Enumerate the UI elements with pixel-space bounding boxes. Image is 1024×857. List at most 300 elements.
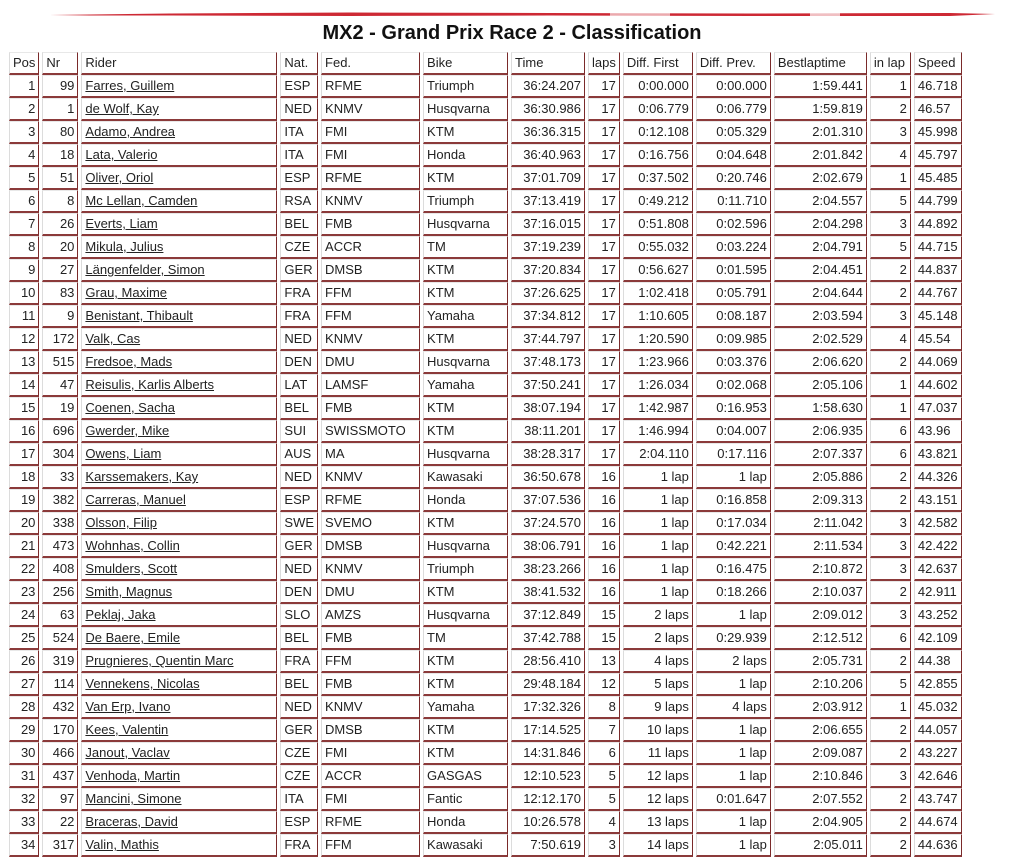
cell-time: 29:48.184	[511, 673, 585, 696]
cell-in-lap: 2	[870, 489, 911, 512]
cell-laps: 17	[588, 190, 620, 213]
cell-nr: 20	[42, 236, 78, 259]
cell-diff-first: 1:02.418	[623, 282, 693, 305]
cell-nr: 408	[42, 558, 78, 581]
cell-laps: 17	[588, 259, 620, 282]
rider-link[interactable]: Grau, Maxime	[85, 285, 168, 300]
cell-fed: ACCR	[321, 765, 420, 788]
cell-laps: 5	[588, 788, 620, 811]
rider-link[interactable]: Smith, Magnus	[85, 584, 173, 599]
cell-time: 28:56.410	[511, 650, 585, 673]
column-header-bike: Bike	[423, 52, 508, 75]
column-header-rider: Rider	[81, 52, 277, 75]
cell-speed: 43.747	[914, 788, 962, 811]
cell-pos: 15	[9, 397, 39, 420]
rider-link[interactable]: Valk, Cas	[85, 331, 141, 346]
cell-bike: Yamaha	[423, 696, 508, 719]
cell-in-lap: 2	[870, 351, 911, 374]
cell-pos: 12	[9, 328, 39, 351]
cell-bike: Honda	[423, 811, 508, 834]
cell-bike: Kawasaki	[423, 834, 508, 857]
cell-diff-first: 1:23.966	[623, 351, 693, 374]
rider-link[interactable]: Peklaj, Jaka	[85, 607, 156, 622]
cell-bike: Triumph	[423, 190, 508, 213]
rider-link[interactable]: Fredsoe, Mads	[85, 354, 173, 369]
cell-nr: 437	[42, 765, 78, 788]
rider-link[interactable]: De Baere, Emile	[85, 630, 181, 645]
cell-bike: KTM	[423, 259, 508, 282]
cell-time: 37:13.419	[511, 190, 585, 213]
cell-speed: 44.326	[914, 466, 962, 489]
cell-in-lap: 4	[870, 328, 911, 351]
cell-nr: 524	[42, 627, 78, 650]
cell-laps: 17	[588, 167, 620, 190]
cell-fed: RFME	[321, 167, 420, 190]
cell-speed: 42.422	[914, 535, 962, 558]
cell-time: 36:36.315	[511, 121, 585, 144]
rider-link[interactable]: Reisulis, Karlis Alberts	[85, 377, 215, 392]
cell-nat: BEL	[280, 627, 318, 650]
cell-fed: FMI	[321, 144, 420, 167]
cell-laps: 16	[588, 466, 620, 489]
cell-laps: 3	[588, 834, 620, 857]
cell-in-lap: 3	[870, 121, 911, 144]
cell-laps: 17	[588, 236, 620, 259]
cell-bestlaptime: 2:05.106	[774, 374, 867, 397]
rider-link[interactable]: Owens, Liam	[85, 446, 162, 461]
rider-link[interactable]: Mancini, Simone	[85, 791, 182, 806]
cell-pos: 8	[9, 236, 39, 259]
cell-nat: NED	[280, 466, 318, 489]
cell-rider	[81, 144, 277, 167]
cell-bike: Husqvarna	[423, 213, 508, 236]
cell-rider	[81, 650, 277, 673]
cell-nr: 18	[42, 144, 78, 167]
cell-time: 10:26.578	[511, 811, 585, 834]
cell-laps: 17	[588, 98, 620, 121]
cell-speed: 42.911	[914, 581, 962, 604]
cell-bestlaptime: 2:10.206	[774, 673, 867, 696]
cell-diff-first: 4 laps	[623, 650, 693, 673]
table-row	[9, 535, 962, 558]
cell-fed: DMSB	[321, 535, 420, 558]
cell-diff-prev: 1 lap	[696, 604, 771, 627]
cell-diff-prev: 0:02.596	[696, 213, 771, 236]
rider-link[interactable]: Carreras, Manuel	[85, 492, 186, 507]
cell-bestlaptime: 2:05.731	[774, 650, 867, 673]
cell-time: 12:10.523	[511, 765, 585, 788]
cell-fed: RFME	[321, 75, 420, 98]
table-row	[9, 121, 962, 144]
cell-laps: 6	[588, 742, 620, 765]
cell-rider	[81, 259, 277, 282]
cell-laps: 15	[588, 604, 620, 627]
cell-nat: NED	[280, 328, 318, 351]
cell-fed: RFME	[321, 811, 420, 834]
rider-link[interactable]: Adamo, Andrea	[85, 124, 176, 139]
cell-diff-prev: 1 lap	[696, 673, 771, 696]
cell-bestlaptime: 2:02.529	[774, 328, 867, 351]
cell-pos: 13	[9, 351, 39, 374]
cell-diff-prev: 1 lap	[696, 834, 771, 857]
column-header-nr: Nr	[42, 52, 78, 75]
cell-rider	[81, 351, 277, 374]
cell-diff-first: 13 laps	[623, 811, 693, 834]
cell-nat: RSA	[280, 190, 318, 213]
cell-bestlaptime: 2:06.620	[774, 351, 867, 374]
cell-fed: ACCR	[321, 236, 420, 259]
rider-link[interactable]: Vennekens, Nicolas	[85, 676, 200, 691]
cell-bike: TM	[423, 627, 508, 650]
cell-bestlaptime: 2:04.644	[774, 282, 867, 305]
cell-fed: DMSB	[321, 719, 420, 742]
cell-rider	[81, 811, 277, 834]
cell-diff-prev: 4 laps	[696, 696, 771, 719]
cell-diff-first: 1:46.994	[623, 420, 693, 443]
rider-link[interactable]: Wohnhas, Collin	[85, 538, 180, 553]
cell-speed: 44.892	[914, 213, 962, 236]
cell-fed: DMU	[321, 351, 420, 374]
cell-nat: DEN	[280, 351, 318, 374]
table-row	[9, 305, 962, 328]
cell-laps: 16	[588, 558, 620, 581]
cell-time: 14:31.846	[511, 742, 585, 765]
cell-nat: CZE	[280, 236, 318, 259]
cell-fed: DMSB	[321, 259, 420, 282]
cell-bike: Kawasaki	[423, 466, 508, 489]
cell-fed: FFM	[321, 834, 420, 857]
cell-fed: DMU	[321, 581, 420, 604]
rider-link[interactable]: Van Erp, Ivano	[85, 699, 171, 714]
cell-laps: 7	[588, 719, 620, 742]
cell-diff-prev: 0:08.187	[696, 305, 771, 328]
table-row	[9, 466, 962, 489]
cell-nat: GER	[280, 535, 318, 558]
cell-rider	[81, 788, 277, 811]
cell-pos: 7	[9, 213, 39, 236]
cell-time: 36:30.986	[511, 98, 585, 121]
cell-laps: 15	[588, 627, 620, 650]
cell-pos: 29	[9, 719, 39, 742]
cell-nat: NED	[280, 696, 318, 719]
rider-link[interactable]: Lata, Valerio	[85, 147, 158, 162]
cell-pos: 24	[9, 604, 39, 627]
cell-rider	[81, 374, 277, 397]
cell-laps: 13	[588, 650, 620, 673]
column-header-speed: Speed	[914, 52, 962, 75]
table-row	[9, 98, 962, 121]
cell-in-lap: 3	[870, 213, 911, 236]
cell-time: 38:23.266	[511, 558, 585, 581]
cell-nat: NED	[280, 98, 318, 121]
table-row	[9, 811, 962, 834]
cell-nat: SUI	[280, 420, 318, 443]
cell-in-lap: 3	[870, 765, 911, 788]
cell-nat: BEL	[280, 213, 318, 236]
cell-nat: GER	[280, 259, 318, 282]
cell-diff-prev: 1 lap	[696, 466, 771, 489]
cell-bike: KTM	[423, 167, 508, 190]
rider-link[interactable]: Farres, Guillem	[85, 78, 175, 93]
table-row	[9, 190, 962, 213]
cell-in-lap: 6	[870, 420, 911, 443]
cell-in-lap: 2	[870, 834, 911, 857]
cell-nat: ESP	[280, 167, 318, 190]
cell-bestlaptime: 2:09.313	[774, 489, 867, 512]
cell-pos: 33	[9, 811, 39, 834]
cell-bike: Husqvarna	[423, 98, 508, 121]
cell-diff-first: 12 laps	[623, 788, 693, 811]
cell-diff-first: 1 lap	[623, 581, 693, 604]
cell-nr: 515	[42, 351, 78, 374]
cell-bike: KTM	[423, 420, 508, 443]
cell-nr: 19	[42, 397, 78, 420]
cell-nr: 304	[42, 443, 78, 466]
table-row	[9, 673, 962, 696]
cell-speed: 44.767	[914, 282, 962, 305]
cell-laps: 17	[588, 374, 620, 397]
cell-nr: 382	[42, 489, 78, 512]
cell-nat: FRA	[280, 282, 318, 305]
cell-speed: 46.718	[914, 75, 962, 98]
cell-time: 36:24.207	[511, 75, 585, 98]
cell-laps: 17	[588, 282, 620, 305]
cell-speed: 43.821	[914, 443, 962, 466]
cell-fed: FMB	[321, 627, 420, 650]
cell-in-lap: 3	[870, 604, 911, 627]
classification-table	[6, 52, 965, 857]
cell-fed: RFME	[321, 489, 420, 512]
rider-link[interactable]: Längenfelder, Simon	[85, 262, 205, 277]
cell-nr: 466	[42, 742, 78, 765]
cell-laps: 5	[588, 765, 620, 788]
cell-fed: KNMV	[321, 98, 420, 121]
table-row	[9, 765, 962, 788]
cell-diff-prev: 0:01.595	[696, 259, 771, 282]
cell-bike: KTM	[423, 121, 508, 144]
cell-bestlaptime: 2:09.012	[774, 604, 867, 627]
rider-link[interactable]: de Wolf, Kay	[85, 101, 159, 116]
cell-bestlaptime: 2:10.037	[774, 581, 867, 604]
cell-pos: 18	[9, 466, 39, 489]
cell-nat: ESP	[280, 75, 318, 98]
cell-fed: FFM	[321, 282, 420, 305]
cell-diff-first: 1:42.987	[623, 397, 693, 420]
cell-time: 38:28.317	[511, 443, 585, 466]
cell-diff-first: 0:16.756	[623, 144, 693, 167]
table-row	[9, 719, 962, 742]
cell-in-lap: 2	[870, 282, 911, 305]
cell-diff-first: 1 lap	[623, 512, 693, 535]
cell-nr: 47	[42, 374, 78, 397]
cell-diff-prev: 0:09.985	[696, 328, 771, 351]
rider-link[interactable]: Karssemakers, Kay	[85, 469, 199, 484]
table-row	[9, 167, 962, 190]
cell-bestlaptime: 2:07.552	[774, 788, 867, 811]
cell-pos: 30	[9, 742, 39, 765]
cell-pos: 20	[9, 512, 39, 535]
cell-speed: 46.57	[914, 98, 962, 121]
rider-link[interactable]: Olsson, Filip	[85, 515, 157, 530]
cell-laps: 17	[588, 328, 620, 351]
cell-bestlaptime: 2:05.886	[774, 466, 867, 489]
cell-in-lap: 3	[870, 558, 911, 581]
cell-fed: FFM	[321, 650, 420, 673]
cell-nr: 172	[42, 328, 78, 351]
cell-fed: SVEMO	[321, 512, 420, 535]
cell-in-lap: 3	[870, 535, 911, 558]
cell-speed: 42.109	[914, 627, 962, 650]
cell-rider	[81, 604, 277, 627]
cell-nat: ESP	[280, 811, 318, 834]
cell-laps: 16	[588, 581, 620, 604]
cell-rider	[81, 98, 277, 121]
column-header-diff-prev: Diff. Prev.	[696, 52, 771, 75]
cell-rider	[81, 581, 277, 604]
cell-rider	[81, 328, 277, 351]
cell-nat: NED	[280, 558, 318, 581]
cell-diff-first: 0:55.032	[623, 236, 693, 259]
cell-nat: ITA	[280, 121, 318, 144]
cell-fed: FMB	[321, 213, 420, 236]
rider-link[interactable]: Benistant, Thibault	[85, 308, 193, 323]
cell-in-lap: 2	[870, 650, 911, 673]
cell-time: 17:32.326	[511, 696, 585, 719]
cell-bike: TM	[423, 236, 508, 259]
cell-time: 38:07.194	[511, 397, 585, 420]
cell-speed: 44.636	[914, 834, 962, 857]
cell-pos: 2	[9, 98, 39, 121]
cell-fed: FMI	[321, 121, 420, 144]
rider-link[interactable]: Venhoda, Martin	[85, 768, 181, 783]
cell-fed: KNMV	[321, 190, 420, 213]
cell-speed: 42.637	[914, 558, 962, 581]
rider-link[interactable]: Braceras, David	[85, 814, 178, 829]
cell-nr: 317	[42, 834, 78, 857]
cell-rider	[81, 742, 277, 765]
cell-in-lap: 1	[870, 696, 911, 719]
cell-time: 37:50.241	[511, 374, 585, 397]
cell-in-lap: 2	[870, 788, 911, 811]
cell-speed: 45.54	[914, 328, 962, 351]
cell-rider	[81, 466, 277, 489]
cell-diff-prev: 0:05.329	[696, 121, 771, 144]
rider-link[interactable]: Prugnieres, Quentin Marc	[85, 653, 234, 668]
table-row	[9, 144, 962, 167]
cell-fed: MA	[321, 443, 420, 466]
cell-nat: ITA	[280, 788, 318, 811]
cell-diff-prev: 0:01.647	[696, 788, 771, 811]
cell-bike: Husqvarna	[423, 351, 508, 374]
cell-nr: 97	[42, 788, 78, 811]
cell-nr: 26	[42, 213, 78, 236]
cell-laps: 16	[588, 489, 620, 512]
cell-bestlaptime: 2:04.557	[774, 190, 867, 213]
cell-fed: KNMV	[321, 466, 420, 489]
cell-pos: 17	[9, 443, 39, 466]
rider-link[interactable]: Kees, Valentin	[85, 722, 169, 737]
cell-nat: SLO	[280, 604, 318, 627]
rider-link[interactable]: Everts, Liam	[85, 216, 158, 231]
cell-time: 12:12.170	[511, 788, 585, 811]
cell-nr: 83	[42, 282, 78, 305]
cell-nr: 473	[42, 535, 78, 558]
cell-bike: Husqvarna	[423, 443, 508, 466]
rider-link[interactable]: Oliver, Oriol	[85, 170, 154, 185]
rider-link[interactable]: Coenen, Sacha	[85, 400, 176, 415]
rider-link[interactable]: Mikula, Julius	[85, 239, 164, 254]
table-row	[9, 236, 962, 259]
cell-bike: Husqvarna	[423, 604, 508, 627]
cell-rider	[81, 213, 277, 236]
cell-bike: Yamaha	[423, 305, 508, 328]
table-row	[9, 259, 962, 282]
cell-nr: 256	[42, 581, 78, 604]
rider-link[interactable]: Smulders, Scott	[85, 561, 178, 576]
table-row	[9, 696, 962, 719]
red-brush-stroke-decoration	[50, 10, 995, 18]
cell-speed: 45.797	[914, 144, 962, 167]
cell-fed: FMB	[321, 397, 420, 420]
cell-fed: KNMV	[321, 558, 420, 581]
rider-link[interactable]: Gwerder, Mike	[85, 423, 170, 438]
cell-pos: 34	[9, 834, 39, 857]
cell-pos: 4	[9, 144, 39, 167]
cell-in-lap: 5	[870, 236, 911, 259]
cell-bestlaptime: 2:11.534	[774, 535, 867, 558]
cell-rider	[81, 420, 277, 443]
cell-diff-first: 1 lap	[623, 535, 693, 558]
cell-rider	[81, 397, 277, 420]
cell-nr: 319	[42, 650, 78, 673]
cell-speed: 45.032	[914, 696, 962, 719]
rider-link[interactable]: Mc Lellan, Camden	[85, 193, 198, 208]
cell-in-lap: 1	[870, 397, 911, 420]
cell-bike: KTM	[423, 397, 508, 420]
cell-nat: AUS	[280, 443, 318, 466]
table-row	[9, 443, 962, 466]
cell-nr: 51	[42, 167, 78, 190]
cell-bike: Honda	[423, 144, 508, 167]
cell-speed: 44.674	[914, 811, 962, 834]
cell-bike: Fantic	[423, 788, 508, 811]
cell-in-lap: 6	[870, 443, 911, 466]
cell-in-lap: 5	[870, 673, 911, 696]
cell-fed: FMI	[321, 788, 420, 811]
cell-diff-prev: 0:16.475	[696, 558, 771, 581]
cell-in-lap: 2	[870, 466, 911, 489]
cell-bestlaptime: 2:04.791	[774, 236, 867, 259]
rider-link[interactable]: Valin, Mathis	[85, 837, 159, 852]
cell-rider	[81, 535, 277, 558]
cell-diff-first: 2:04.110	[623, 443, 693, 466]
cell-diff-first: 0:06.779	[623, 98, 693, 121]
cell-diff-first: 12 laps	[623, 765, 693, 788]
cell-pos: 11	[9, 305, 39, 328]
cell-nr: 22	[42, 811, 78, 834]
table-row	[9, 834, 962, 857]
cell-pos: 19	[9, 489, 39, 512]
cell-rider	[81, 834, 277, 857]
cell-pos: 9	[9, 259, 39, 282]
cell-bike: KTM	[423, 673, 508, 696]
cell-speed: 44.069	[914, 351, 962, 374]
cell-in-lap: 1	[870, 374, 911, 397]
cell-in-lap: 1	[870, 167, 911, 190]
rider-link[interactable]: Janout, Vaclav	[85, 745, 170, 760]
cell-diff-prev: 0:29.939	[696, 627, 771, 650]
cell-nat: ESP	[280, 489, 318, 512]
